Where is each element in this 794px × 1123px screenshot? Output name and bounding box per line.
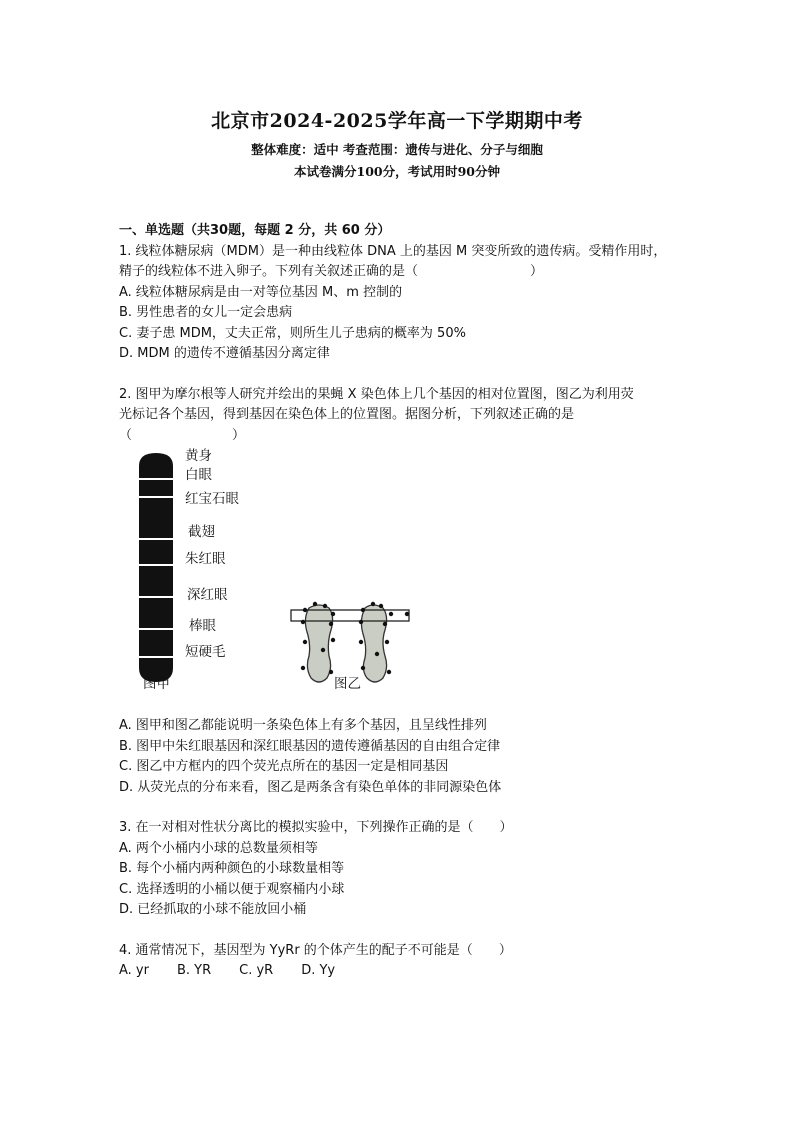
chromosome-a: [139, 453, 173, 682]
question-4-option-c: C. yR: [239, 963, 274, 978]
question-1-stem-text: 精子的线粒体不进入卵子。下列有关叙述正确的是（: [119, 264, 419, 279]
question-1-option-a: A. 线粒体糖尿病是由一对等位基因 M、m 控制的: [119, 284, 403, 300]
gene-label-carmine-eye: 深红眼: [187, 587, 228, 603]
question-1-option-d: D. MDM 的遗传不遵循基因分离定律: [119, 346, 330, 361]
exam-info: 本试卷满分100分，考试用时90分钟: [294, 164, 500, 179]
question-1-stem-line2: [119, 262, 689, 283]
gene-label-cut-wing: 截翅: [188, 524, 215, 540]
question-4-option-d: D. Yy: [301, 963, 336, 978]
question-2-option-b: B. 图甲中朱红眼基因和深红眼基因的遗传遵循基因的自由组合定律: [119, 738, 501, 754]
question-1-stem-line1: 1. 线粒体糖尿病（MDM）是一种由线粒体 DNA 上的基因 M 突变所致的遗传病。受精作用时，: [119, 243, 667, 259]
figure-caption-a: 图甲: [143, 676, 170, 692]
question-2-option-c: C. 图乙中方框内的四个荧光点所在的基因一定是相同基因: [119, 759, 449, 774]
gene-label-vermilion-eye: 朱红眼: [185, 551, 226, 567]
question-1: [119, 242, 689, 365]
question-4-options: [119, 961, 689, 982]
gene-label-white-eye: 白眼: [185, 467, 212, 483]
question-3-close-paren: ）: [499, 820, 513, 835]
question-4-option-a: A. yr: [119, 963, 149, 978]
chromosome-b-right: [361, 605, 386, 682]
question-3-stem: [119, 818, 689, 839]
question-3-option-c: C. 选择透明的小桶以便于观察桶内小球: [119, 881, 345, 897]
question-2-figure: [119, 446, 689, 716]
question-1-option-b: B. 男性患者的女儿一定会患病: [119, 305, 293, 320]
question-2-stem-line2: 光标记各个基因，得到基因在染色体上的位置图。据图分析，下列叙述正确的是: [119, 407, 575, 422]
gene-label-short-bristle: 短硬毛: [185, 644, 226, 660]
question-2: [119, 385, 689, 799]
chromosome-b-left: [305, 605, 332, 682]
exam-difficulty: 整体难度：适中 考查范围：遗传与进化、分子与细胞: [251, 142, 543, 157]
question-4-option-b: B. YR: [176, 963, 212, 978]
question-4-stem-text: 4. 通常情况下，基因型为 YyRr 的个体产生的配子不可能是（: [119, 942, 473, 958]
question-content: [119, 221, 689, 982]
exam-title: 北京市2024-2025学年高一下学期期中考: [211, 110, 583, 132]
question-2-stem-line3: [119, 426, 689, 447]
figure-caption-b: 图乙: [334, 676, 361, 692]
question-3-option-a: A. 两个小桶内小球的总数量须相等: [119, 840, 318, 856]
question-2-option-a: A. 图甲和图乙都能说明一条染色体上有多个基因，且呈线性排列: [119, 718, 487, 733]
question-3-option-d: D. 已经抓取的小球不能放回小桶: [119, 902, 307, 917]
question-4-stem: [119, 941, 689, 962]
question-4-close-paren: ）: [498, 942, 512, 958]
question-3-stem-text: 3. 在一对相对性状分离比的模拟实验中，下列操作正确的是（: [119, 820, 474, 835]
question-2-open-paren: （: [119, 427, 133, 443]
question-1-option-c: C. 妻子患 MDM，丈夫正常，则所生儿子患病的概率为 50%: [119, 325, 466, 341]
gene-label-ruby-eye: 红宝石眼: [185, 491, 239, 507]
question-3: [119, 818, 689, 921]
chromosome-figure: [119, 446, 689, 716]
question-3-option-b: B. 每个小桶内两种颜色的小球数量相等: [119, 861, 345, 876]
question-1-close-paren: ）: [530, 264, 544, 279]
question-2-close-paren: ）: [232, 427, 246, 443]
question-4: [119, 941, 689, 982]
gene-label-yellow-body: 黄身: [185, 448, 212, 464]
question-2-stem-line1: 2. 图甲为摩尔根等人研究并绘出的果蝇 X 染色体上几个基因的相对位置图，图乙为利用荧: [119, 386, 634, 402]
question-2-option-d: D. 从荧光点的分布来看，图乙是两条含有染色单体的非同源染色体: [119, 779, 502, 795]
gene-label-bar-eye: 棒眼: [189, 618, 216, 634]
section-heading: 一、单选题（共30题，每题 2 分，共 60 分）: [119, 223, 391, 238]
